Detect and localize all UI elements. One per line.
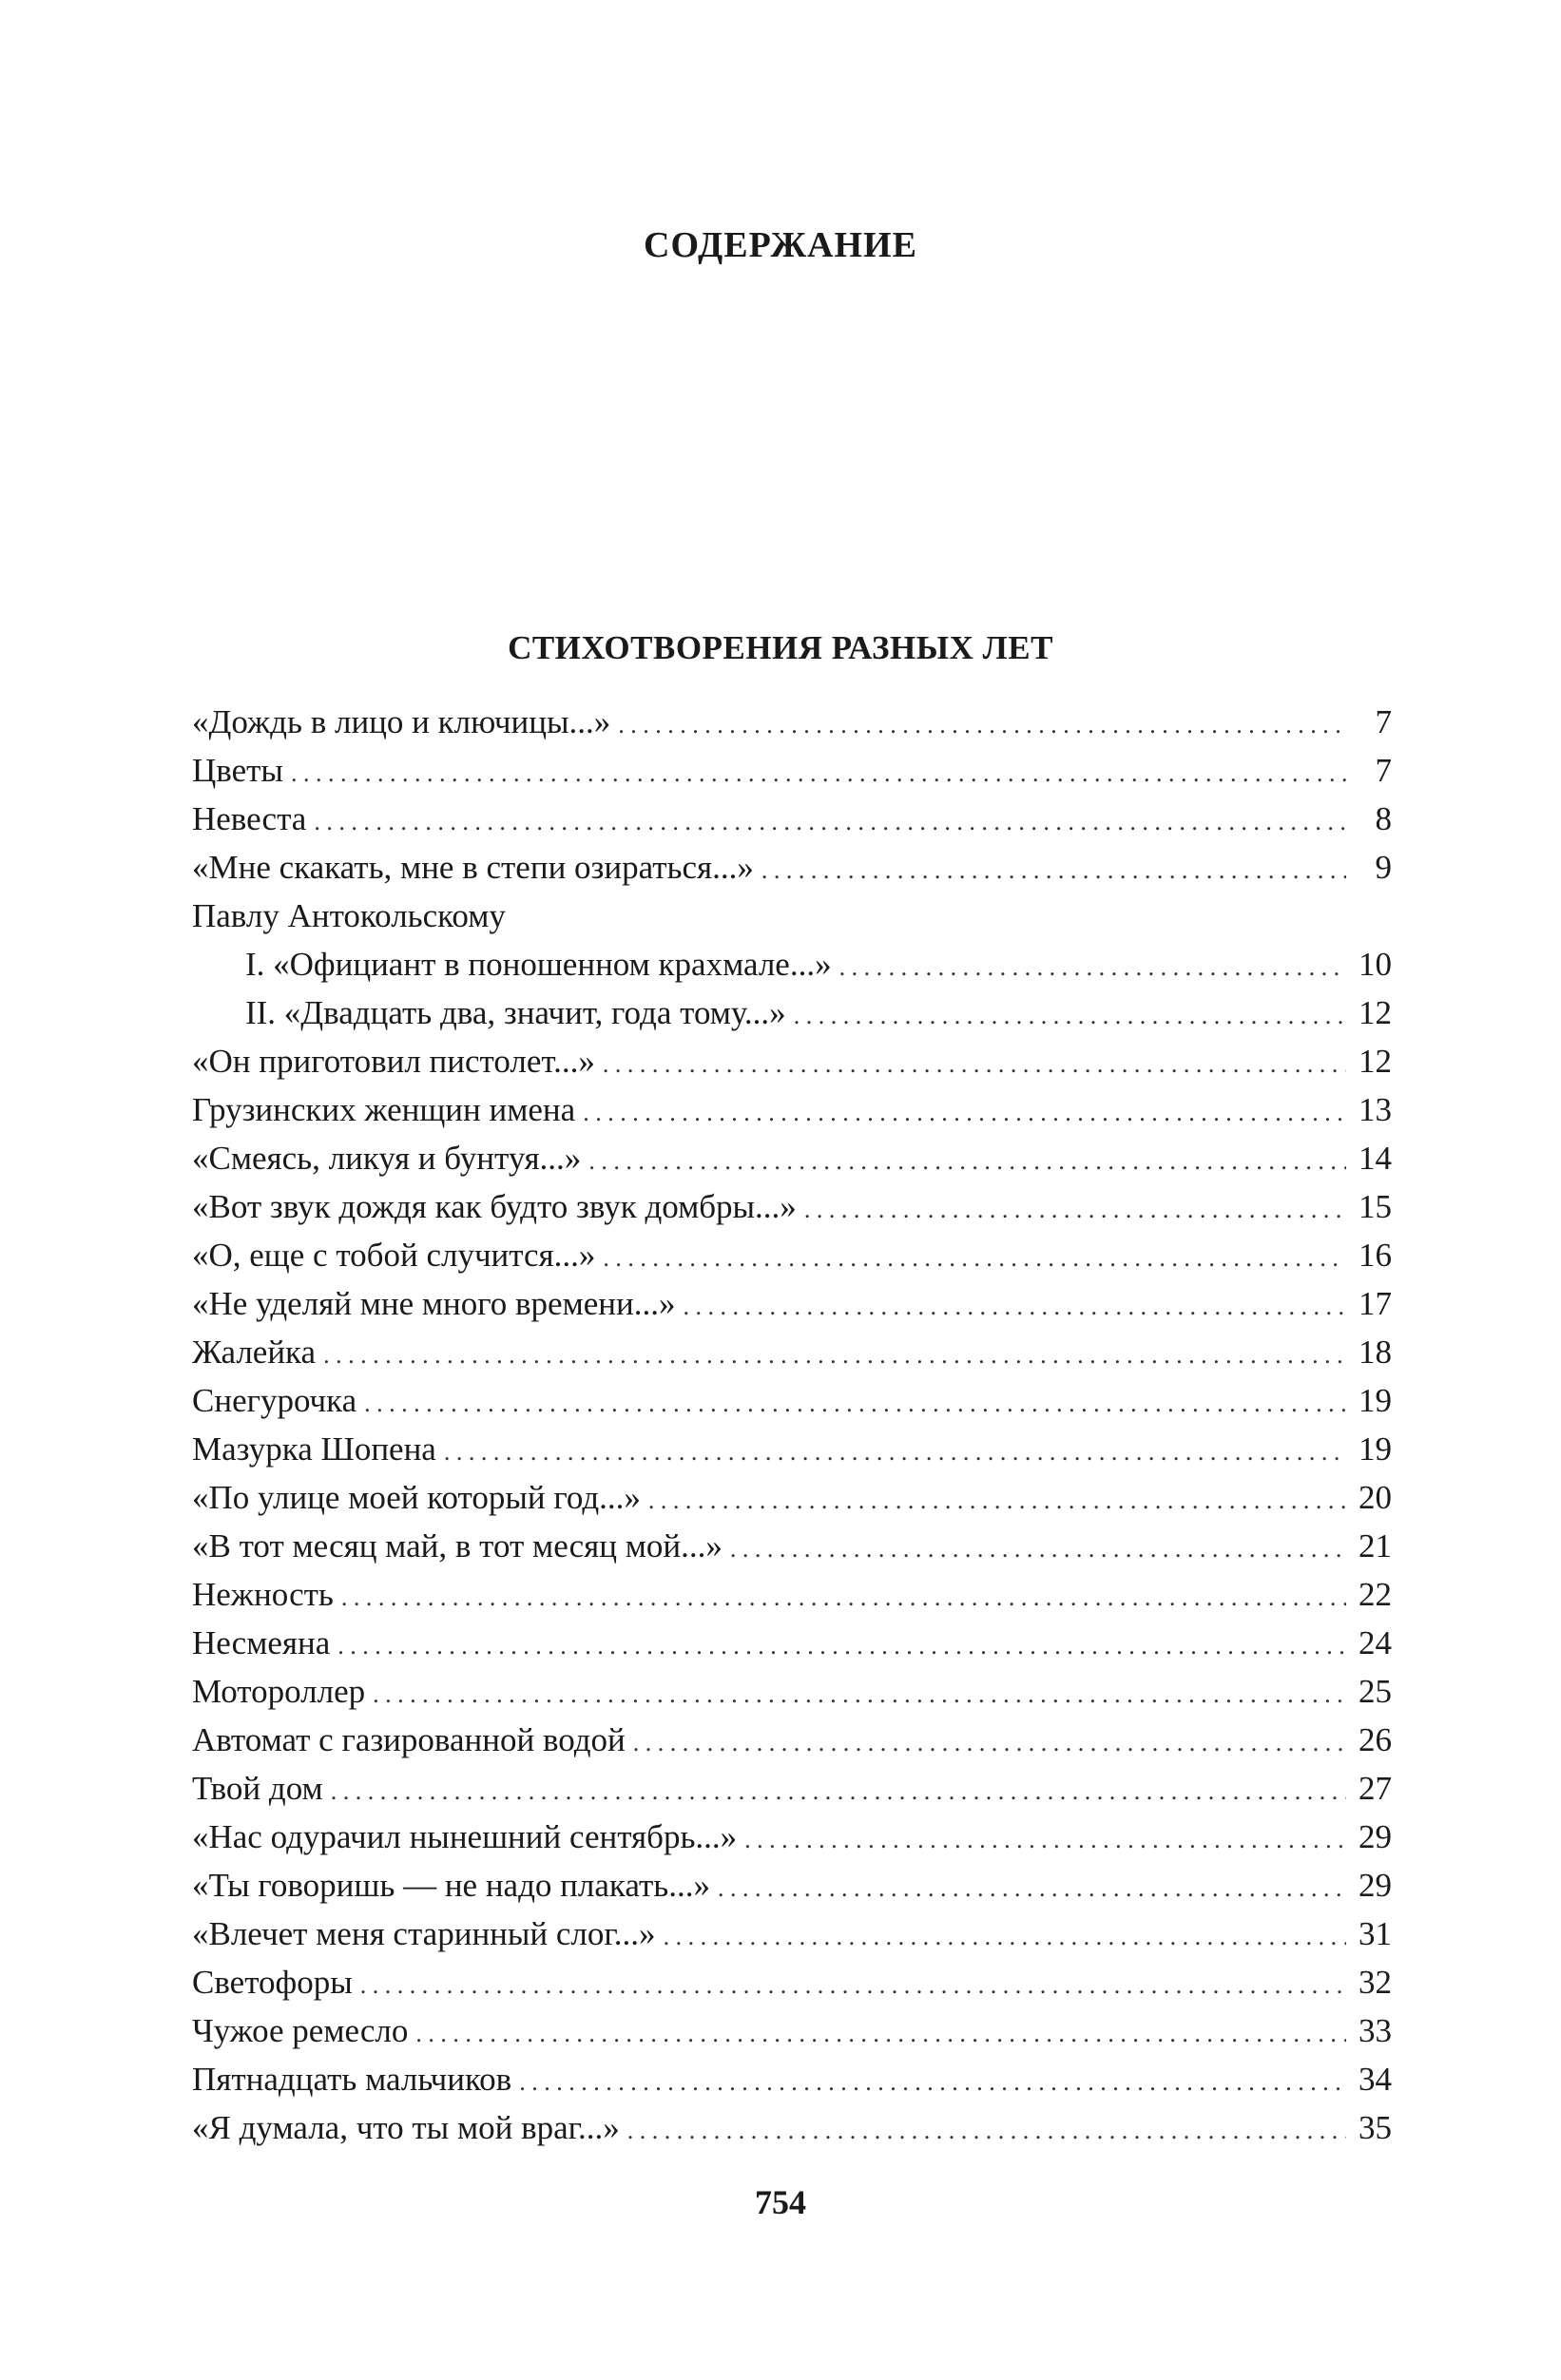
toc-entry-title: «Он приготовил пистолет...» [192,1043,595,1080]
toc-entry-title: «Я думала, что ты мой враг...» [192,2109,620,2146]
table-of-contents [192,698,1392,2152]
section-title: СТИХОТВОРЕНИЯ РАЗНЫХ ЛЕТ [508,629,1053,666]
toc-entry-page: 10 [1359,946,1392,983]
toc-group-heading [192,892,1392,940]
toc-entry-page: 25 [1359,1673,1392,1710]
toc-leader-dots [664,1912,1346,1961]
toc-entry [192,1861,1392,1910]
toc-entry [192,1910,1392,1958]
toc-leader-dots [444,1428,1346,1476]
toc-leader-dots [761,846,1346,894]
toc-entry [192,1425,1392,1473]
toc-entry [192,1813,1392,1861]
toc-leader-dots [794,991,1346,1040]
toc-entry [192,843,1392,892]
toc-entry [192,1037,1392,1085]
toc-entry-title: «Влечет меня старинный слог...» [192,1915,656,1952]
toc-leader-dots [627,2106,1346,2155]
toc-entry [192,1716,1392,1764]
toc-entry-title: Невеста [192,800,307,837]
page-heading: СОДЕРЖАНИЕ [644,225,917,265]
toc-entry [192,746,1392,795]
toc-entry-page: 32 [1359,1964,1392,2001]
toc-entry-page: 27 [1359,1770,1392,1807]
toc-entry [192,1231,1392,1279]
toc-entry-title: Снегурочка [192,1382,357,1419]
page-number: 754 [755,2183,806,2221]
toc-entry-page: 15 [1359,1188,1392,1225]
toc-entry [192,2103,1392,2152]
toc-entry-title: Грузинских женщин имена [192,1091,576,1128]
toc-entry-page: 12 [1359,1043,1392,1080]
toc-entry-title: Мотороллер [192,1673,366,1710]
toc-entry-page: 21 [1359,1527,1392,1564]
toc-entry-page: 7 [1375,752,1392,789]
toc-entry [192,1134,1392,1182]
toc-entry-page: 35 [1359,2109,1392,2146]
toc-subentry [192,940,1392,988]
toc-leader-dots [360,1961,1346,2009]
toc-leader-dots [373,1670,1346,1718]
toc-entry-title: Твой дом [192,1770,323,1807]
toc-leader-dots [337,1622,1346,1670]
toc-entry [192,2006,1392,2055]
toc-leader-dots [588,1137,1346,1185]
toc-subentry [192,988,1392,1037]
toc-leader-dots [603,1040,1346,1088]
toc-leader-dots [331,1767,1346,1815]
toc-leader-dots [323,1331,1346,1379]
toc-entry [192,1376,1392,1425]
toc-entry-page: 9 [1375,849,1392,886]
toc-entry-page: 22 [1359,1576,1392,1613]
toc-entry-page: 12 [1359,994,1392,1031]
toc-leader-dots [341,1573,1346,1622]
toc-entry [192,1182,1392,1231]
toc-entry [192,1958,1392,2006]
toc-entry-page: 8 [1375,800,1392,837]
toc-leader-dots [618,701,1346,749]
toc-entry-title: «Вот звук дождя как будто звук домбры...» [192,1188,797,1225]
toc-entry-title: «Смеясь, ликуя и бунтуя...» [192,1140,582,1177]
toc-entry-page: 24 [1359,1624,1392,1661]
toc-entry [192,795,1392,843]
toc-entry-title: Жалейка [192,1334,317,1371]
toc-entry-title: Цветы [192,752,283,789]
toc-entry [192,1619,1392,1667]
toc-leader-dots [683,1282,1346,1331]
toc-entry-title: «Дождь в лицо и ключицы...» [192,703,611,740]
toc-entry-page: 29 [1359,1867,1392,1904]
toc-leader-dots [804,1185,1346,1234]
toc-entry-page: 26 [1359,1721,1392,1758]
toc-leader-dots [648,1476,1346,1525]
toc-entry [192,1764,1392,1813]
toc-leader-dots [415,2009,1346,2058]
toc-entry-page: 31 [1359,1915,1392,1952]
toc-entry-page: 13 [1359,1091,1392,1128]
toc-entry-page: 18 [1359,1334,1392,1371]
toc-entry-title: Светофоры [192,1964,353,2001]
toc-entry [192,1279,1392,1328]
toc-entry-page: 29 [1359,1818,1392,1855]
toc-leader-dots [291,749,1346,797]
toc-entry [192,1085,1392,1134]
toc-entry-page: 20 [1359,1479,1392,1516]
toc-entry-title: Автомат с газированной водой [192,1721,626,1758]
toc-entry-title: «Нас одурачил нынешний сентябрь...» [192,1818,738,1855]
toc-entry-page: 19 [1359,1430,1392,1468]
toc-entry-title: Чужое ремесло [192,2012,409,2049]
toc-entry [192,1570,1392,1619]
toc-leader-dots [603,1234,1346,1282]
toc-entry-title: Нежность [192,1576,334,1613]
toc-entry-title: «Мне скакать, мне в степи озираться...» [192,849,754,886]
toc-entry-page: 34 [1359,2061,1392,2098]
toc-entry [192,1522,1392,1570]
toc-leader-dots [519,2058,1346,2106]
toc-entry-page: 33 [1359,2012,1392,2049]
toc-entry [192,2055,1392,2103]
toc-entry-page: 19 [1359,1382,1392,1419]
toc-entry-page: 7 [1375,703,1392,740]
toc-entry-title: «О, еще с тобой случится...» [192,1237,596,1274]
toc-entry-title: «В тот месяц май, в тот месяц мой...» [192,1527,723,1564]
toc-entry [192,698,1392,746]
toc-entry-title: I. «Официант в поношенном крахмале...» [245,946,832,983]
toc-entry-title: Павлу Антокольскому [192,897,506,934]
toc-entry-title: «Не уделяй мне много времени...» [192,1285,676,1322]
toc-entry [192,1667,1392,1716]
toc-entry-title: «По улице моей который год...» [192,1479,641,1516]
toc-entry [192,1328,1392,1376]
toc-leader-dots [744,1815,1346,1864]
toc-leader-dots [583,1088,1346,1137]
toc-leader-dots [718,1864,1346,1912]
toc-entry-title: Мазурка Шопена [192,1430,436,1468]
toc-entry-title: «Ты говоришь — не надо плакать...» [192,1867,710,1904]
toc-leader-dots [633,1718,1346,1767]
toc-leader-dots [839,943,1346,991]
toc-entry-page: 17 [1359,1285,1392,1322]
toc-entry-page: 14 [1359,1140,1392,1177]
toc-leader-dots [364,1379,1346,1428]
toc-entry-title: Пятнадцать мальчиков [192,2061,512,2098]
toc-leader-dots [314,797,1346,846]
toc-entry-page: 16 [1359,1237,1392,1274]
toc-entry [192,1473,1392,1522]
toc-leader-dots [730,1525,1346,1573]
toc-entry-title: Несмеяна [192,1624,331,1661]
toc-entry-title: II. «Двадцать два, значит, года тому...» [245,994,786,1031]
